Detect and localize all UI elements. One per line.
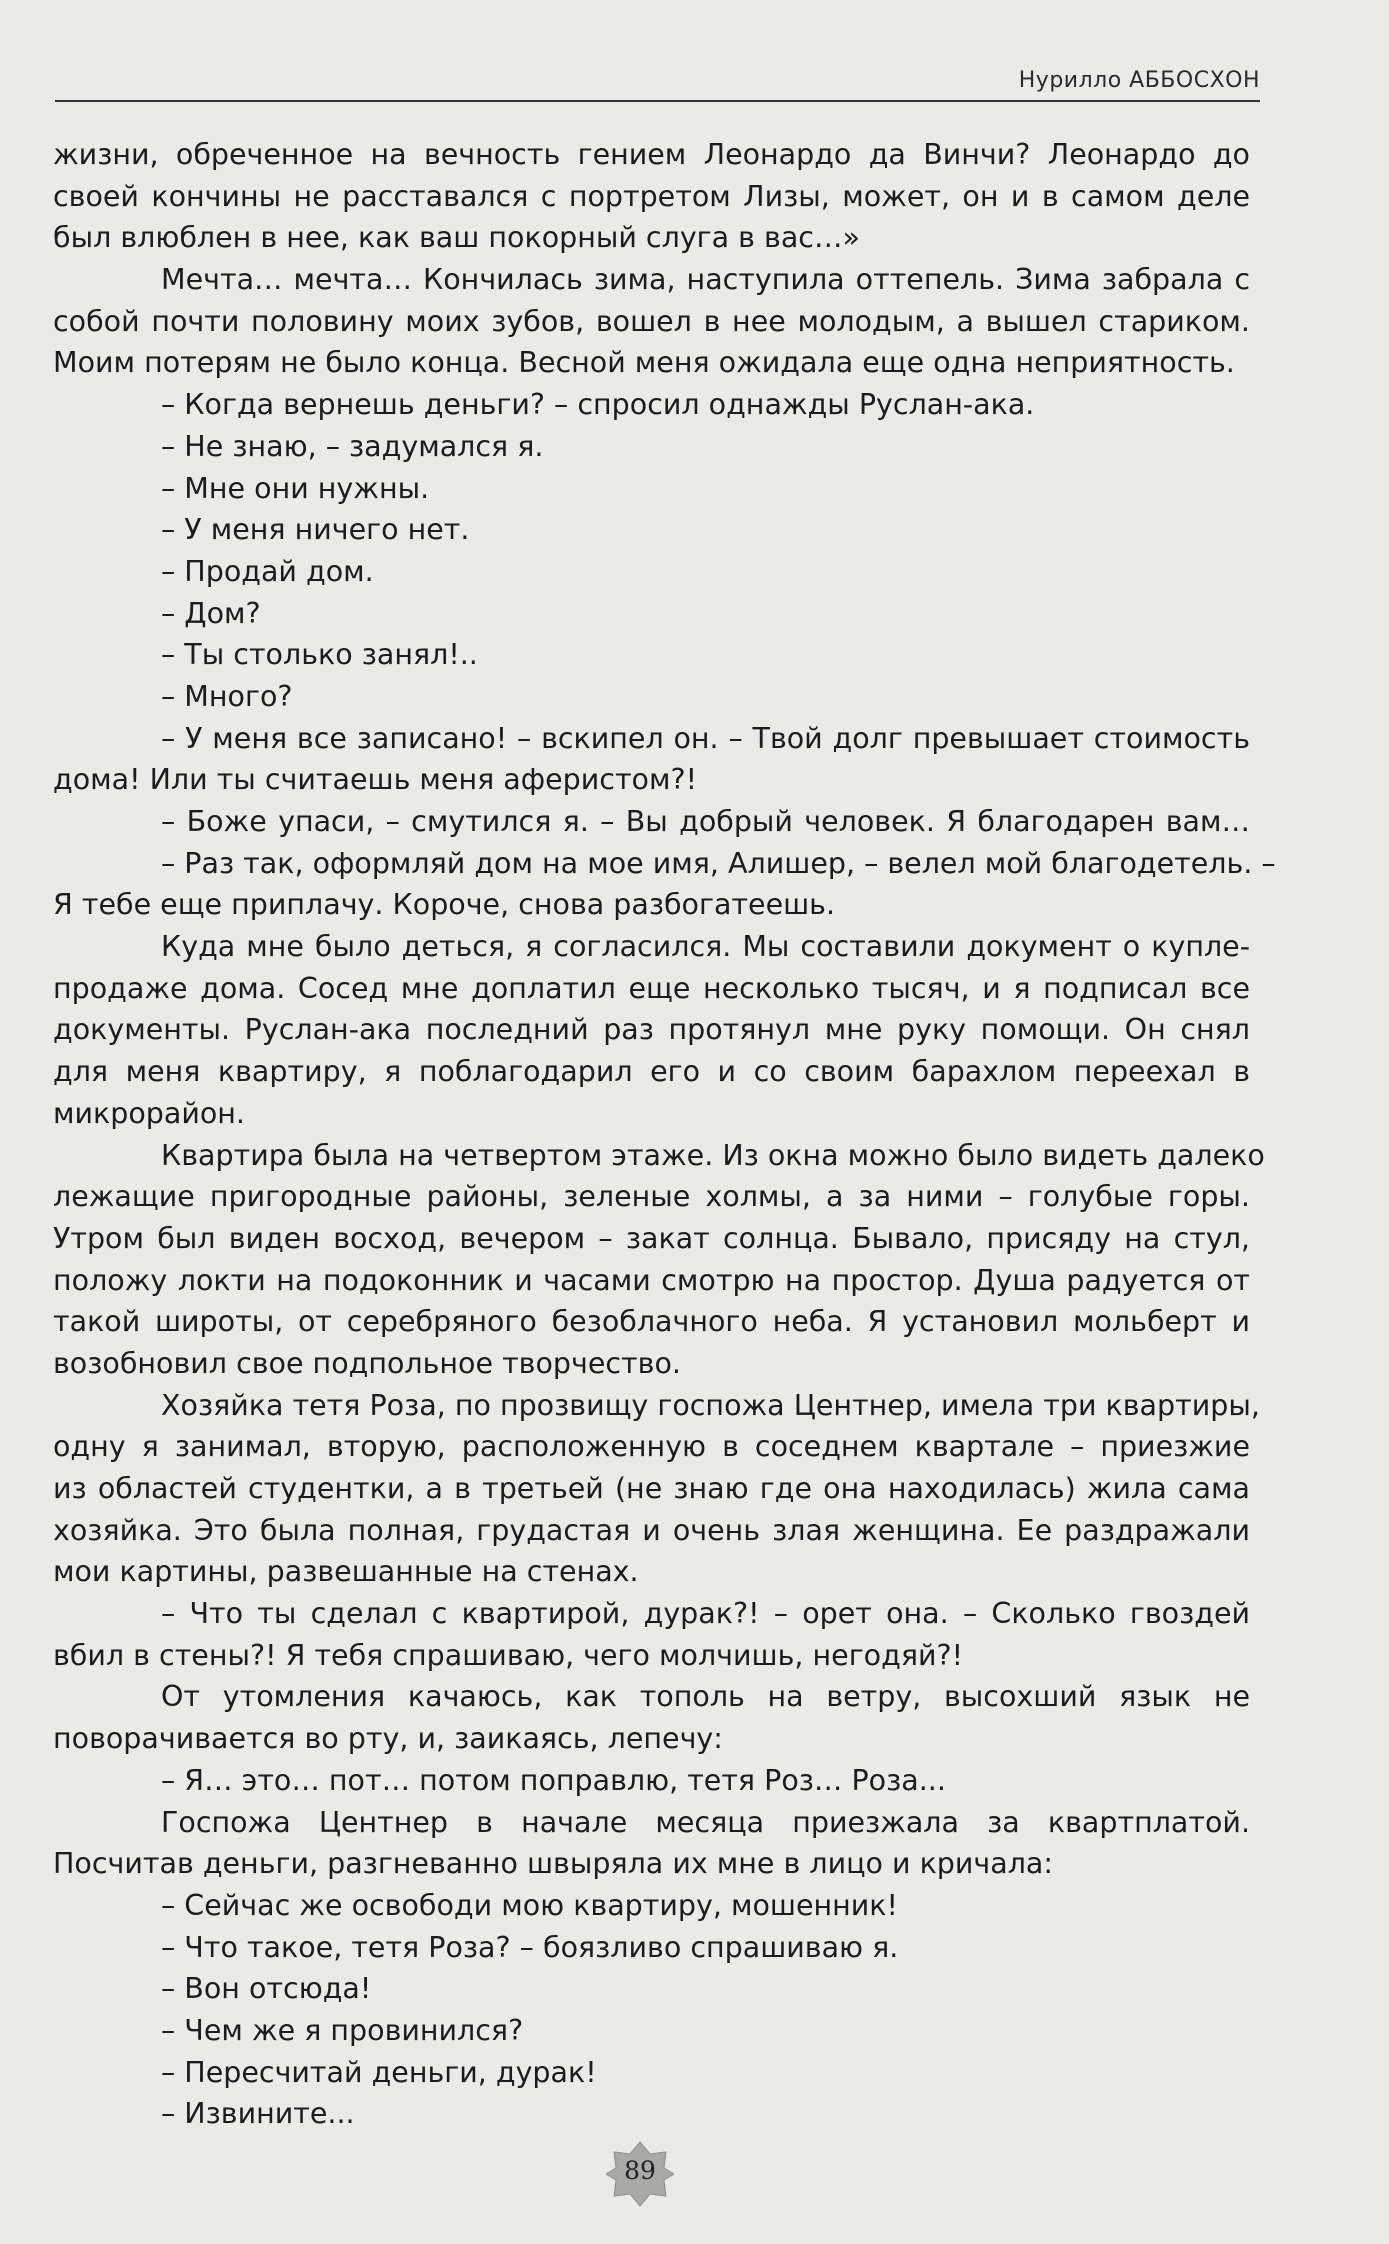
text-line: – Ты столько занял!.. — [161, 638, 478, 672]
text-line: возобновил свое подпольное творчество. — [53, 1346, 681, 1380]
text-line: Я тебе еще приплачу. Короче, снова разбогатеешь. — [53, 888, 836, 922]
text-line: – Когда вернешь деньги? – спросил однажды Руслан-ака. — [161, 388, 1035, 422]
text-line: Посчитав деньги, разгневанно швыряла их мне в лицо и кричала: — [53, 1847, 1053, 1881]
text-line: дома! Или ты считаешь меня аферистом?! — [53, 763, 698, 797]
text-line: своей кончины не расставался с портретом Лизы, может, он и в самом деле — [53, 179, 1250, 213]
body-text — [53, 134, 1276, 2135]
header-author: Нурилло АББОСХОН — [1018, 68, 1260, 93]
header-rule — [55, 100, 1260, 102]
text-line: микрорайон. — [53, 1096, 245, 1130]
text-line: продаже дома. Сосед мне доплатил еще несколько тысяч, и я подписал все — [53, 971, 1250, 1005]
text-line: – Продай дом. — [161, 554, 374, 588]
text-line: – Дом? — [161, 596, 261, 630]
text-line: собой почти половину моих зубов, вошел в нее молодым, а вышел стариком. — [53, 304, 1250, 338]
page-number: 89 — [624, 2156, 656, 2185]
text-line: лежащие пригородные районы, зеленые холмы, а за ними – голубые горы. — [53, 1180, 1250, 1214]
text-line: Мечта… мечта… Кончилась зима, наступила оттепель. Зима забрала с — [161, 263, 1250, 297]
text-line: – Мне они нужны. — [161, 471, 430, 505]
text-line: От утомления качаюсь, как тополь на ветру, высохший язык не — [161, 1680, 1250, 1714]
text-line: – Вон отсюда! — [161, 1972, 372, 2006]
text-line: Госпожа Центнер в начале месяца приезжала за квартплатой. — [161, 1805, 1250, 1839]
text-line: – Чем же я провинился? — [161, 2013, 524, 2047]
text-line: – У меня все записано! – вскипел он. – Твой долг превышает стоимость — [161, 721, 1250, 755]
text-line: Хозяйка тетя Роза, по прозвищу госпожа Центнер, имела три квартиры, — [161, 1388, 1260, 1422]
text-line: – Много? — [161, 679, 293, 713]
text-line: Утром был виден восход, вечером – закат солнца. Бывало, присяду на стул, — [53, 1221, 1250, 1255]
running-header — [55, 62, 1260, 102]
text-line: – Я… это… пот… потом поправлю, тетя Роз… Роза... — [161, 1763, 946, 1797]
text-line: – Что такое, тетя Роза? – боязливо спрашиваю я. — [161, 1930, 899, 1964]
text-line: документы. Руслан-ака последний раз протянул мне руку помощи. Он снял — [53, 1013, 1250, 1047]
text-line: положу локти на подоконник и часами смотрю на простор. Душа радуется от — [53, 1263, 1250, 1297]
text-line: – Что ты сделал с квартирой, дурак?! – орет она. – Сколько гвоздей — [161, 1597, 1250, 1631]
text-line: поворачивается во рту, и, заикаясь, лепечу: — [53, 1722, 723, 1756]
text-line: – Извините... — [161, 2097, 355, 2131]
page-number-ornament — [606, 2140, 674, 2208]
text-line: вбил в стены?! Я тебя спрашиваю, чего молчишь, негодяй?! — [53, 1638, 964, 1672]
text-line: жизни, обреченное на вечность гением Леонардо да Винчи? Леонардо до — [53, 138, 1250, 171]
text-line: для меня квартиру, я поблагодарил его и со своим барахлом переехал в — [53, 1055, 1250, 1089]
text-line: – Боже упаси, – смутился я. – Вы добрый человек. Я благодарен вам… — [161, 805, 1250, 838]
text-line: Моим потерям не было конца. Весной меня ожидала еще одна неприятность. — [53, 346, 1235, 380]
text-line: мои картины, развешанные на стенах. — [53, 1555, 639, 1589]
text-line: одну я занимал, вторую, расположенную в соседнем квартале – приезжие — [53, 1430, 1250, 1464]
text-line: Куда мне было деться, я согласился. Мы составили документ о купле- — [161, 930, 1250, 964]
text-line: хозяйка. Это была полная, грудастая и очень злая женщина. Ее раздражали — [53, 1513, 1250, 1547]
text-line: из областей студентки, а в третьей (не знаю где она находилась) жила сама — [53, 1472, 1250, 1505]
text-line: Квартира была на четвертом этаже. Из окна можно было видеть далеко — [161, 1138, 1265, 1172]
text-line: – Раз так, оформляй дом на мое имя, Алишер, – велел мой благодетель. – — [161, 846, 1276, 880]
text-line: был влюблен в нее, как ваш покорный слуга в вас…» — [53, 221, 860, 255]
text-line: – Не знаю, – задумался я. — [161, 429, 544, 463]
text-line: – Пересчитай деньги, дурак! — [161, 2055, 597, 2089]
text-line: – У меня ничего нет. — [161, 513, 470, 547]
text-line: – Сейчас же освободи мою квартиру, мошенник! — [161, 1888, 898, 1922]
text-line: такой широты, от серебряного безоблачного неба. Я установил мольберт и — [53, 1305, 1250, 1339]
